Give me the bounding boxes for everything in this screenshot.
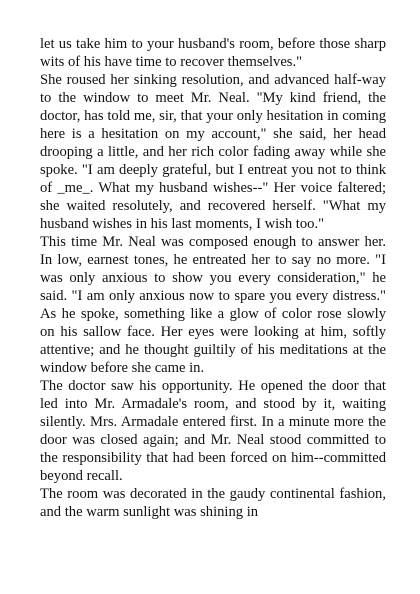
paragraph: The doctor saw his opportunity. He opened the door that led into Mr. Armadale's room, and stood by it, waiting silently. Mrs. Armadale entered first. In a minute more the door was closed again; and Mr. Neal stood committed to the responsibility that had been forced on him--committed beyond recall. [40, 378, 386, 484]
paragraph: let us take him to your husband's room, before those sharp wits of his have time to recover themselves." [40, 36, 386, 70]
paragraph: She roused her sinking resolution, and advanced half-way to the window to meet Mr. Neal. "My kind friend, the doctor, has told me, sir, that your only hesitation in coming here is a hesitation on my account," she said, her head drooping a little, and her rich color fading away while she spoke. "I am deeply grateful, but I entreat you not to think of _me_. What my husband wishes--" Her voice faltered; she waited resolutely, and recovered herself. "What my husband wishes in his last moments, I wish too." [40, 72, 386, 232]
paragraph: The room was decorated in the gaudy continental fashion, and the warm sunlight was shining in [40, 486, 386, 520]
paragraph: This time Mr. Neal was composed enough to answer her. In low, earnest tones, he entreated her to say no more. "I was only anxious to show you every consideration," he said. "I am only anxious now to spare you every distress." As he spoke, something like a glow of color rose slowly on his sallow face. Her eyes were looking at him, softly attentive; and he thought guiltily of his meditations at the window before she came in. [40, 234, 386, 376]
page-text [40, 35, 386, 521]
